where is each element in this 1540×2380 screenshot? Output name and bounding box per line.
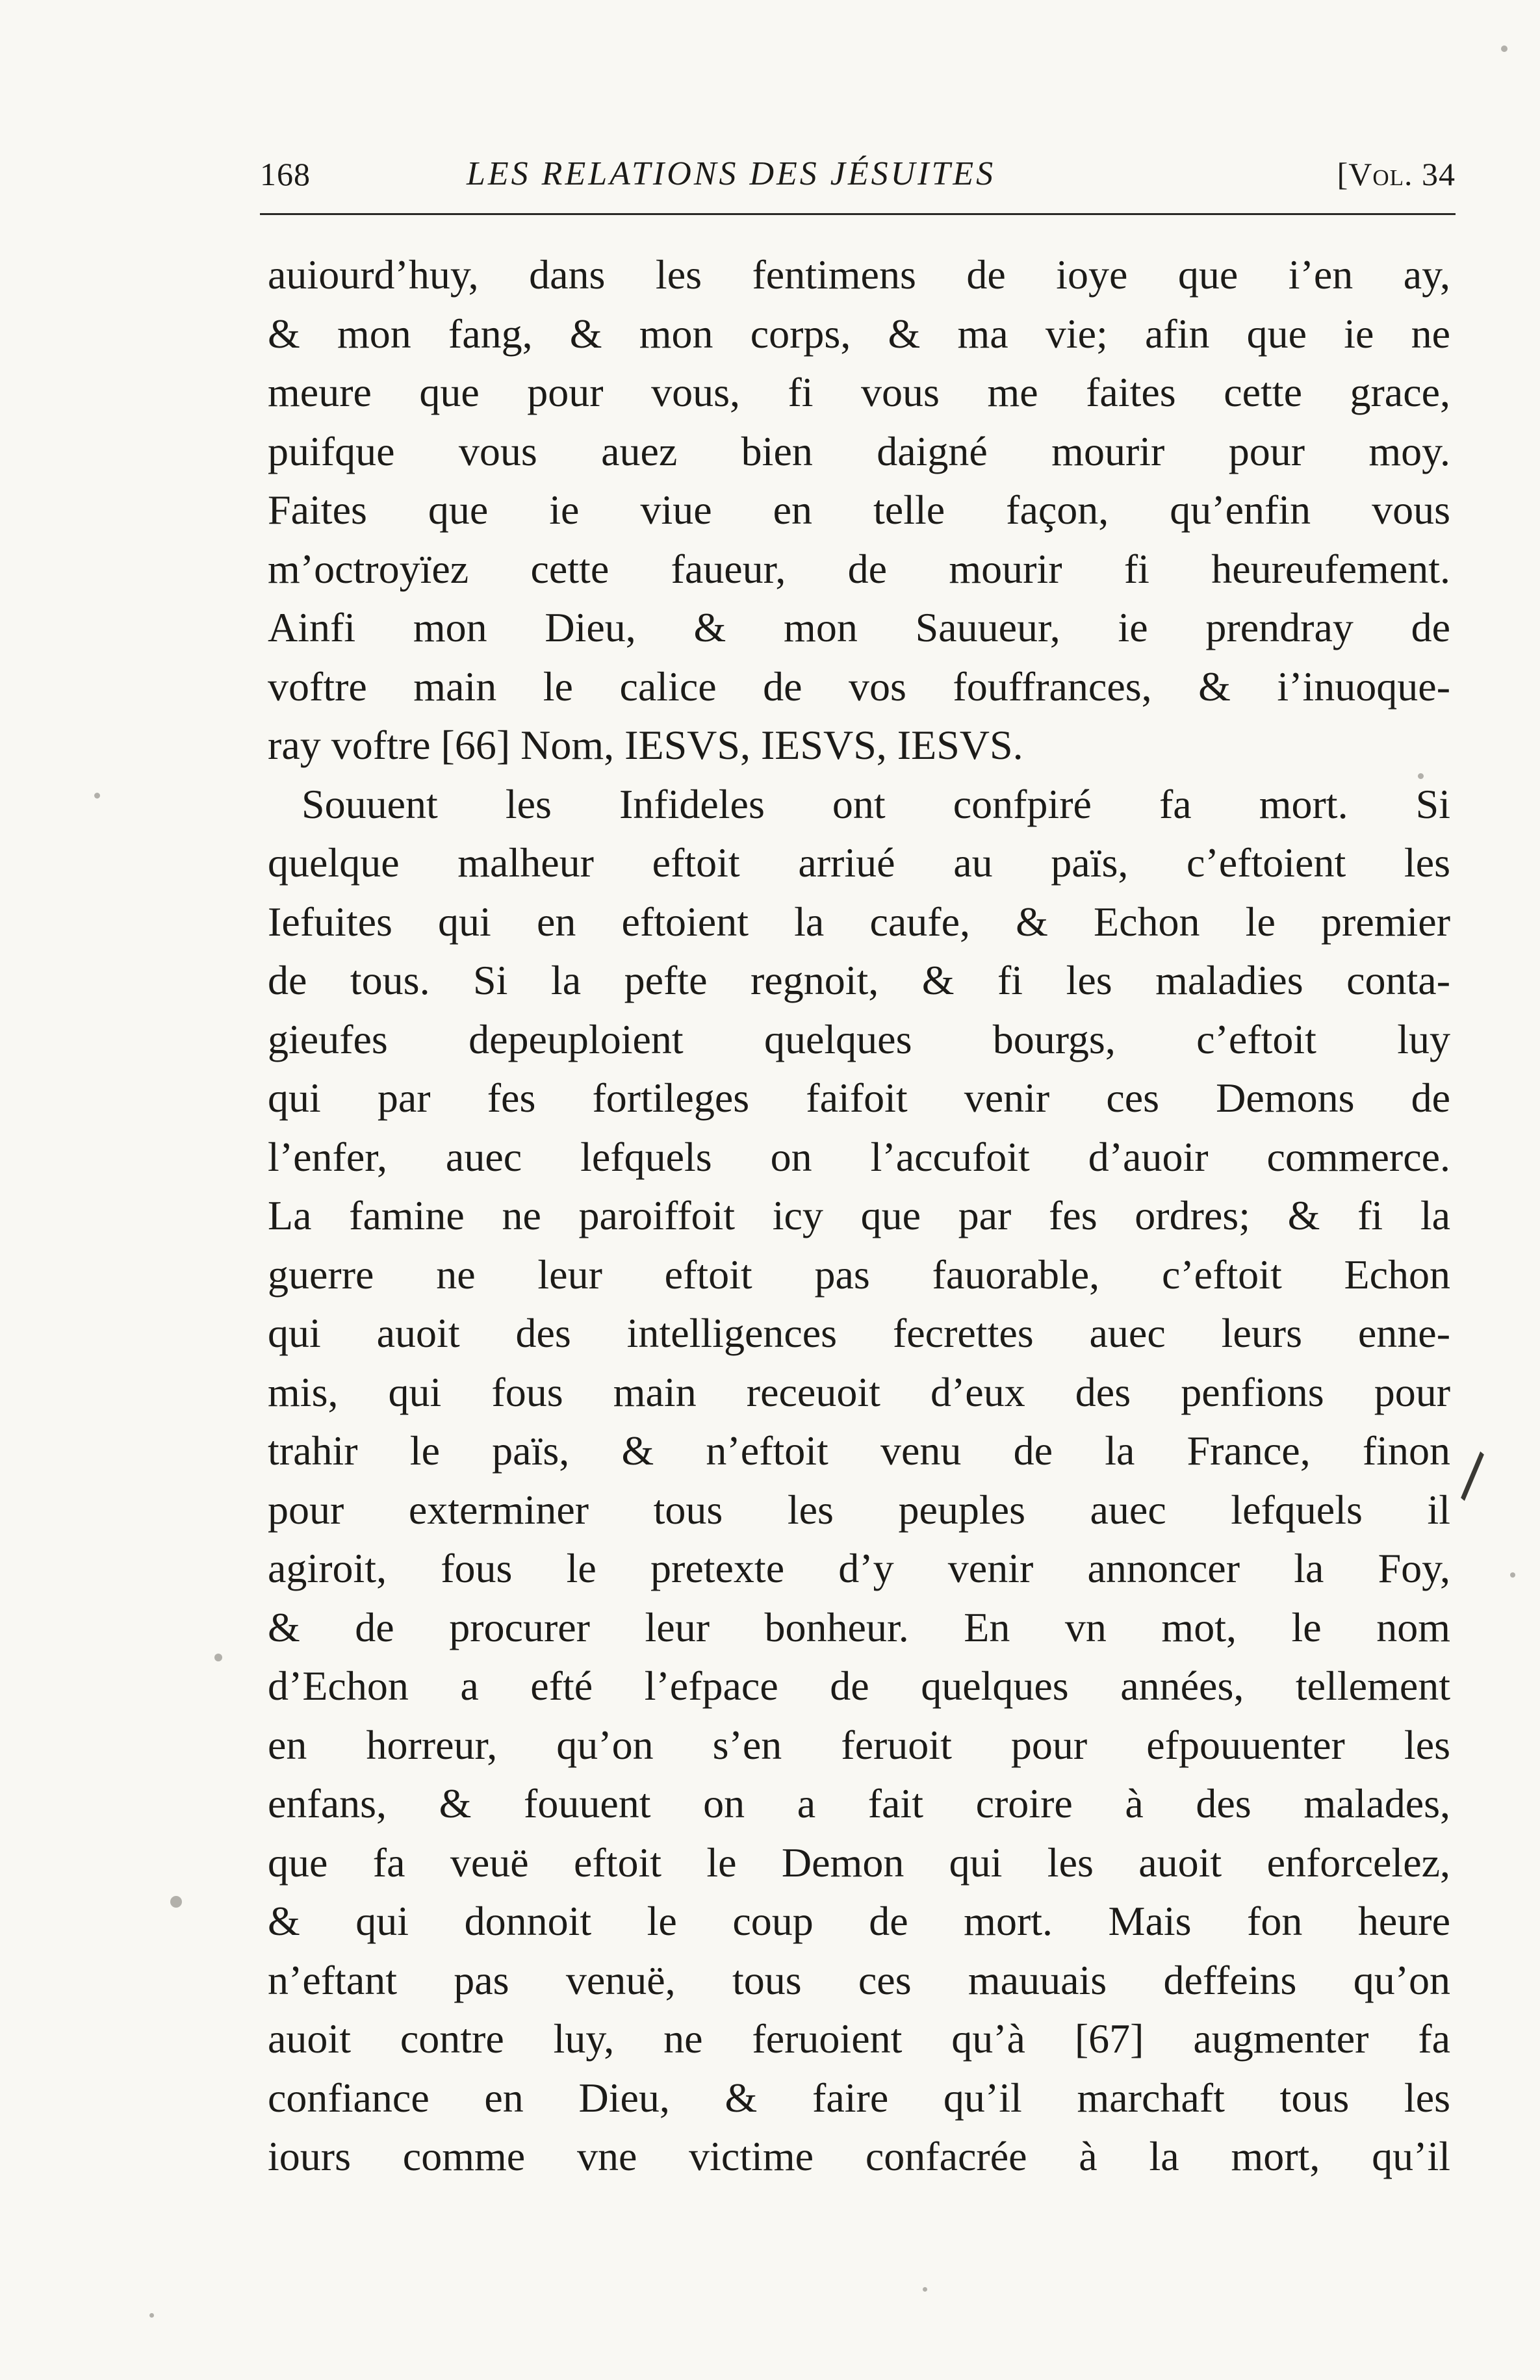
text-line: meure que pour vous, fi vous me faites cette grace, xyxy=(268,369,1450,415)
text-line: auoit contre luy, ne feruoient qu’à [67] augmenter fa xyxy=(268,2015,1450,2062)
volume-label: [Vol. 34 xyxy=(1337,156,1456,192)
scan-speck xyxy=(1510,1572,1515,1578)
scan-speck xyxy=(923,2287,927,2292)
scan-speck xyxy=(1418,773,1424,779)
text-line: voftre main le calice de vos fouffrances, & i’inuoque- xyxy=(268,663,1450,710)
text-line: auiourd’huy, dans les fentimens de ioye que i’en ay, xyxy=(268,251,1450,298)
page-number: 168 xyxy=(260,156,311,192)
text-line: Souuent les Infideles ont confpiré fa mort. Si xyxy=(302,780,1450,827)
text-line: confiance en Dieu, & faire qu’il marchaft tous les xyxy=(268,2074,1450,2121)
text-line: Iefuites qui en eftoient la caufe, & Echon le premier xyxy=(268,898,1450,945)
running-title: LES RELATIONS DES JÉSUITES xyxy=(467,155,996,192)
text-line: en horreur, qu’on s’en feruoit pour efpouuenter les xyxy=(268,1721,1450,1768)
text-line: m’octroyïez cette faueur, de mourir fi heureufement. xyxy=(268,545,1450,592)
text-line: qui auoit des intelligences fecrettes auec leurs enne- xyxy=(268,1310,1450,1356)
scan-speck xyxy=(1501,45,1508,52)
text-line: pour exterminer tous les peuples auec lefquels il xyxy=(268,1486,1450,1533)
text-line: & qui donnoit le coup de mort. Mais fon heure xyxy=(268,1898,1450,1944)
text-line: Faites que ie viue en telle façon, qu’enfin vous xyxy=(268,487,1450,533)
text-line: quelque malheur eftoit arriué au païs, c’eftoient les xyxy=(268,839,1450,886)
text-line: mis, qui fous main receuoit d’eux des penfions pour xyxy=(268,1368,1450,1415)
scan-speck xyxy=(149,2313,154,2318)
text-line: que fa veuë eftoit le Demon qui les auoit enforcelez, xyxy=(268,1839,1450,1886)
text-line: & mon fang, & mon corps, & ma vie; afin que ie ne xyxy=(268,310,1450,357)
margin-stroke-mark: \ xyxy=(1443,1442,1503,1508)
text-line: La famine ne paroiffoit icy que par fes ordres; & fi la xyxy=(268,1192,1450,1238)
text-line: Ainfi mon Dieu, & mon Sauueur, ie prendray de xyxy=(268,604,1450,650)
scan-speck xyxy=(94,793,100,799)
text-line: gieufes depeuploient quelques bourgs, c’eftoit luy xyxy=(268,1016,1450,1062)
text-line: agiroit, fous le pretexte d’y venir annoncer la Foy, xyxy=(268,1545,1450,1591)
text-line: d’Echon a efté l’efpace de quelques années, tellement xyxy=(268,1663,1450,1709)
scan-speck xyxy=(214,1654,222,1661)
body-text xyxy=(268,246,1450,2186)
text-line: guerre ne leur eftoit pas fauorable, c’eftoit Echon xyxy=(268,1251,1450,1298)
text-line: qui par fes fortileges faifoit venir ces Demons de xyxy=(268,1075,1450,1121)
page-header xyxy=(260,148,1456,200)
text-line: de tous. Si la pefte regnoit, & fi les maladies conta- xyxy=(268,957,1450,1003)
text-line: puifque vous auez bien daigné mourir pour moy. xyxy=(268,428,1450,474)
text-line: n’eftant pas venuë, tous ces mauuais deffeins qu’on xyxy=(268,1956,1450,2003)
text-line: trahir le païs, & n’eftoit venu de la France, finon xyxy=(268,1427,1450,1474)
text-line: enfans, & fouuent on a fait croire à des malades, xyxy=(268,1780,1450,1826)
header-rule xyxy=(260,213,1456,215)
text-line: ray voftre [66] Nom, IESVS, IESVS, IESVS. xyxy=(268,722,1023,768)
scan-speck xyxy=(170,1896,182,1908)
text-line: l’enfer, auec lefquels on l’accufoit d’auoir commerce. xyxy=(268,1133,1450,1180)
text-line: & de procurer leur bonheur. En vn mot, le nom xyxy=(268,1604,1450,1650)
text-line: iours comme vne victime confacrée à la mort, qu’il xyxy=(268,2133,1450,2179)
